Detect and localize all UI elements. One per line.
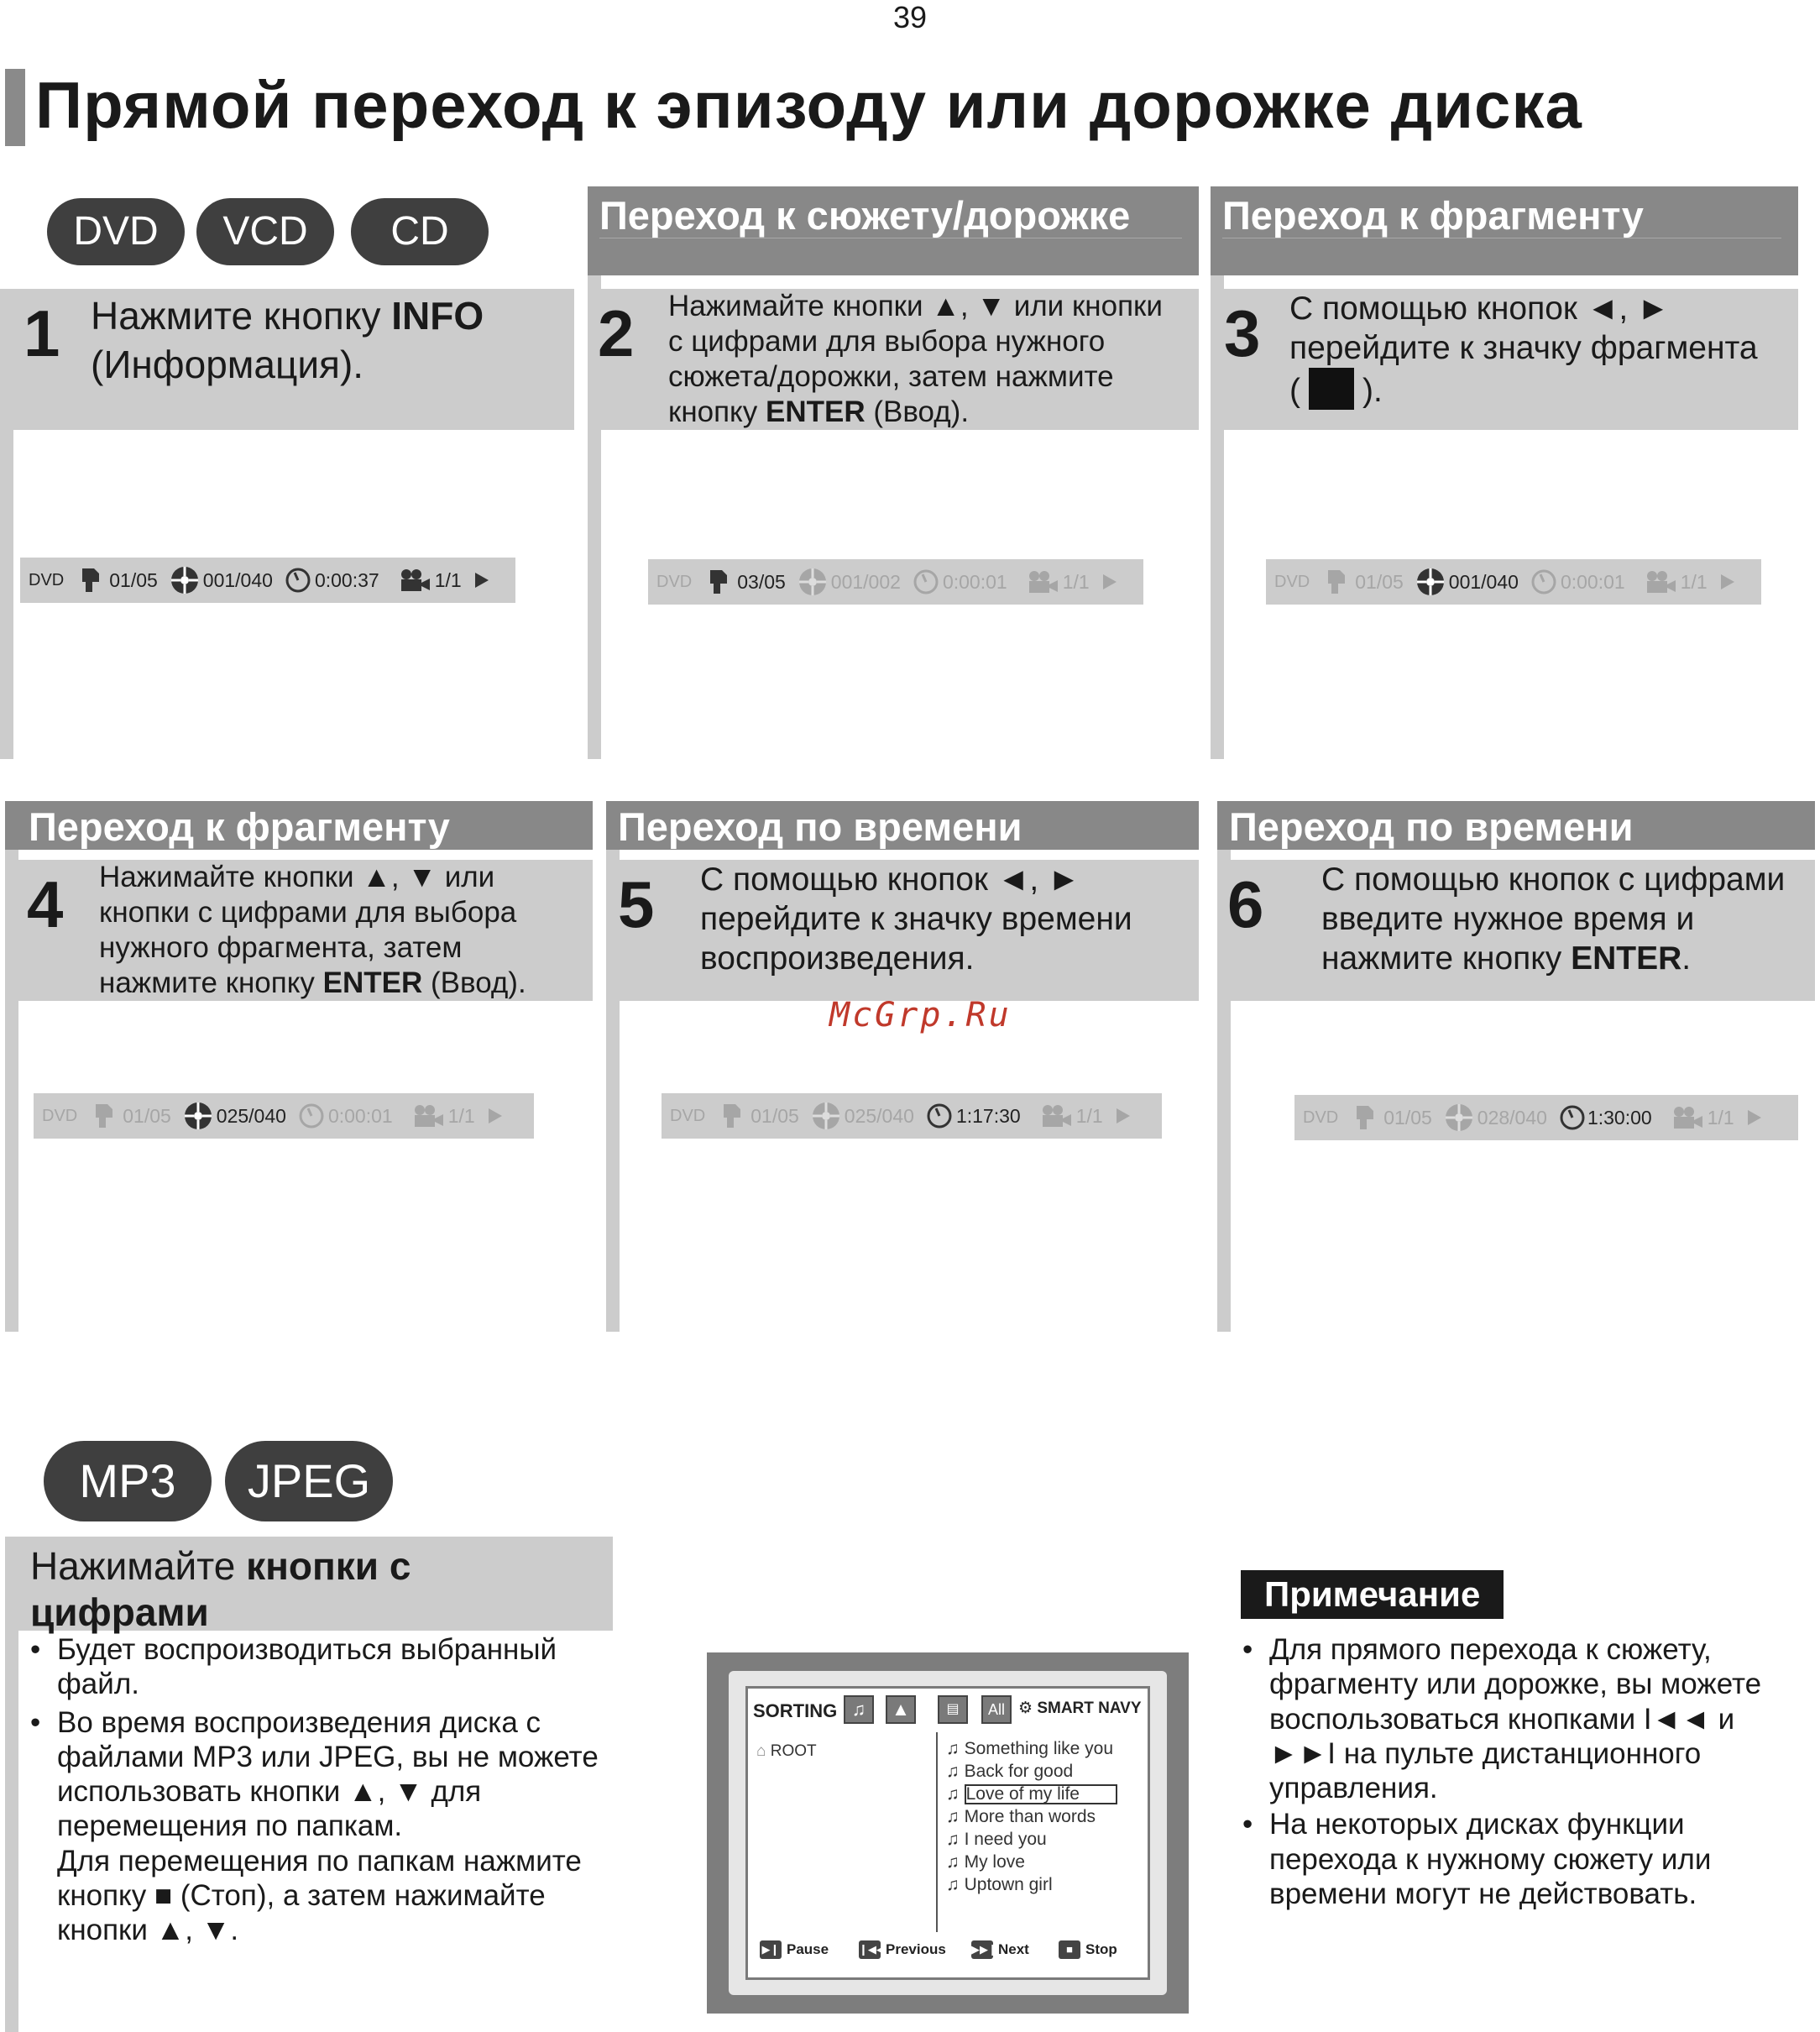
- photo-tab-icon[interactable]: ▲: [886, 1695, 916, 1724]
- osd-bar-3: DVD 01/05 001/040 0:00:01 1/1: [1266, 559, 1761, 605]
- step-2-box: [588, 289, 1199, 430]
- step-4-text: Нажимайте кнопки ▲, ▼ или кнопки с цифрами для выбора нужного фрагмента, затем нажмите кнопку ENTER (Ввод).: [99, 861, 526, 999]
- pause-button[interactable]: ▶❙ Pause: [760, 1940, 829, 1959]
- page-title: Прямой переход к эпизоду или дорожке диска: [35, 68, 1582, 142]
- step-3-text: С помощью кнопок ◄, ► перейдите к значку фрагмента ( ).: [1289, 291, 1758, 409]
- step-4-box: [5, 860, 593, 1001]
- time-icon: [285, 566, 311, 594]
- file-item[interactable]: ♫ My love: [946, 1852, 1025, 1872]
- folder-icon: ⌂: [756, 1742, 771, 1760]
- chapter-square-icon: [1309, 368, 1354, 410]
- previous-icon: ❙◀◀: [859, 1940, 881, 1959]
- step-4-number: 4: [27, 867, 64, 941]
- osd-bar-5: DVD 01/05 025/040 1:17:30 1/1: [662, 1093, 1162, 1139]
- mp3-notes: [27, 1632, 631, 1948]
- title-accent-bar: [5, 69, 25, 146]
- section-3-heading: Переход к фрагменту: [1211, 186, 1798, 275]
- step-6-text: С помощью кнопок с цифрами введите нужное время и нажмите кнопку ENTER.: [1321, 862, 1786, 977]
- badge-mp3: MP3: [44, 1441, 212, 1521]
- section-4-heading: Переход к фрагменту: [5, 801, 593, 850]
- music-note-icon: ♫: [946, 1875, 965, 1894]
- root-folder[interactable]: ⌂ ROOT: [756, 1742, 817, 1760]
- note-label: Примечание: [1241, 1570, 1504, 1619]
- section-5-heading: Переход по времени: [606, 801, 1199, 850]
- file-item-selected[interactable]: ♫ Love of my life: [946, 1784, 1117, 1807]
- music-tab-icon[interactable]: ♫: [844, 1695, 874, 1724]
- step-1-box: [0, 289, 574, 430]
- note-list: [1239, 1632, 1810, 1911]
- sorting-label: SORTING: [753, 1700, 838, 1721]
- step-6-number: 6: [1227, 867, 1264, 941]
- file-item[interactable]: ♫ More than words: [946, 1807, 1096, 1826]
- music-note-icon: ♫: [946, 1830, 965, 1849]
- mp3-heading: Нажимайте кнопки с цифрами: [5, 1537, 613, 1631]
- screen-bezel: [729, 1671, 1167, 1995]
- mp3-bullet-2: • Во время воспроизведения диска с файлами MP3 или JPEG, вы не можете использовать кнопки ▲, ▼ для перемещения по папкам. Для перемещения по папкам нажмите кнопку ■ (Стоп), а затем нажимайте кнопки ▲, ▼.: [27, 1705, 631, 1948]
- step-5-box: [606, 860, 1199, 1001]
- music-note-icon: ♫: [946, 1852, 965, 1872]
- video-tab-icon[interactable]: ▤: [938, 1695, 968, 1724]
- step-3-box: [1211, 289, 1798, 430]
- file-item[interactable]: ♫ I need you: [946, 1830, 1047, 1849]
- smart-navy-label[interactable]: ⚙ SMART NAVY: [1018, 1699, 1142, 1717]
- music-note-icon: ♫: [946, 1807, 965, 1826]
- file-item[interactable]: ♫ Back for good: [946, 1762, 1074, 1781]
- stop-icon: ■: [1059, 1940, 1080, 1959]
- column-divider: [936, 1732, 938, 1932]
- step-1-text: Нажмите кнопку INFO (Информация).: [91, 294, 484, 386]
- badge-cd: CD: [351, 198, 489, 265]
- step-3-number: 3: [1224, 296, 1261, 370]
- step-6-box: [1217, 860, 1815, 1001]
- section-2-heading: Переход к сюжету/дорожке: [588, 186, 1199, 275]
- arrow-right-icon: [473, 571, 490, 589]
- next-icon: ▶▶❙: [971, 1940, 993, 1959]
- music-note-icon: ♫: [946, 1762, 965, 1781]
- stop-button[interactable]: ■ Stop: [1059, 1940, 1117, 1959]
- step-1-number: 1: [24, 296, 60, 370]
- gear-icon: ⚙: [1018, 1699, 1038, 1717]
- play-pause-icon: ▶❙: [760, 1940, 782, 1959]
- title-icon: [76, 565, 104, 595]
- osd-bar-2: DVD 03/05 001/002 0:00:01 1/1: [648, 559, 1143, 605]
- note-bullet-1: • Для прямого перехода к сюжету, фрагменту или дорожке, вы можете воспользоваться кнопками I◄◄ и ►►I на пульте дистанционного управления.: [1239, 1632, 1810, 1805]
- all-tab[interactable]: All: [981, 1695, 1012, 1724]
- previous-button[interactable]: ❙◀◀ Previous: [859, 1941, 946, 1957]
- file-browser-screenshot: [707, 1652, 1189, 2014]
- file-item[interactable]: ♫ Uptown girl: [946, 1875, 1053, 1894]
- osd-bar-6: DVD 01/05 028/040 1:30:00 1/1: [1294, 1095, 1798, 1140]
- step-2-number: 2: [598, 296, 635, 370]
- chapter-icon: [170, 565, 200, 595]
- music-note-icon: ♫: [946, 1784, 965, 1804]
- mp3-bullet-1: • Будет воспроизводиться выбранный файл.: [27, 1632, 631, 1702]
- watermark: McGrp.Ru: [829, 996, 1012, 1034]
- page-number: 39: [892, 0, 928, 34]
- step-5-number: 5: [618, 867, 655, 941]
- step-2-text: Нажимайте кнопки ▲, ▼ или кнопки с цифрами для выбора нужного сюжета/дорожки, затем нажмите кнопку ENTER (Ввод).: [668, 290, 1163, 428]
- osd-bar-4: DVD 01/05 025/040 0:00:01 1/1: [34, 1093, 534, 1139]
- next-button[interactable]: ▶▶❙ Next: [971, 1941, 1029, 1957]
- badge-dvd: DVD: [47, 198, 185, 265]
- badge-jpeg: JPEG: [225, 1441, 393, 1521]
- badge-vcd: VCD: [196, 198, 334, 265]
- section-6-heading: Переход по времени: [1217, 801, 1815, 850]
- file-browser-window: [745, 1686, 1150, 1980]
- angle-icon: [398, 568, 431, 593]
- music-note-icon: ♫: [946, 1739, 965, 1758]
- note-bullet-2: • На некоторых дисках функции перехода к нужному сюжету или времени могут не действовать.: [1239, 1807, 1810, 1911]
- step-5-text: С помощью кнопок ◄, ► перейдите к значку времени воспроизведения.: [700, 862, 1132, 977]
- file-list: [946, 1739, 1117, 1898]
- osd-bar-1: DVD 01/05 001/040 0:00:37 1/1: [20, 558, 515, 603]
- file-item[interactable]: ♫ Something like you: [946, 1739, 1114, 1758]
